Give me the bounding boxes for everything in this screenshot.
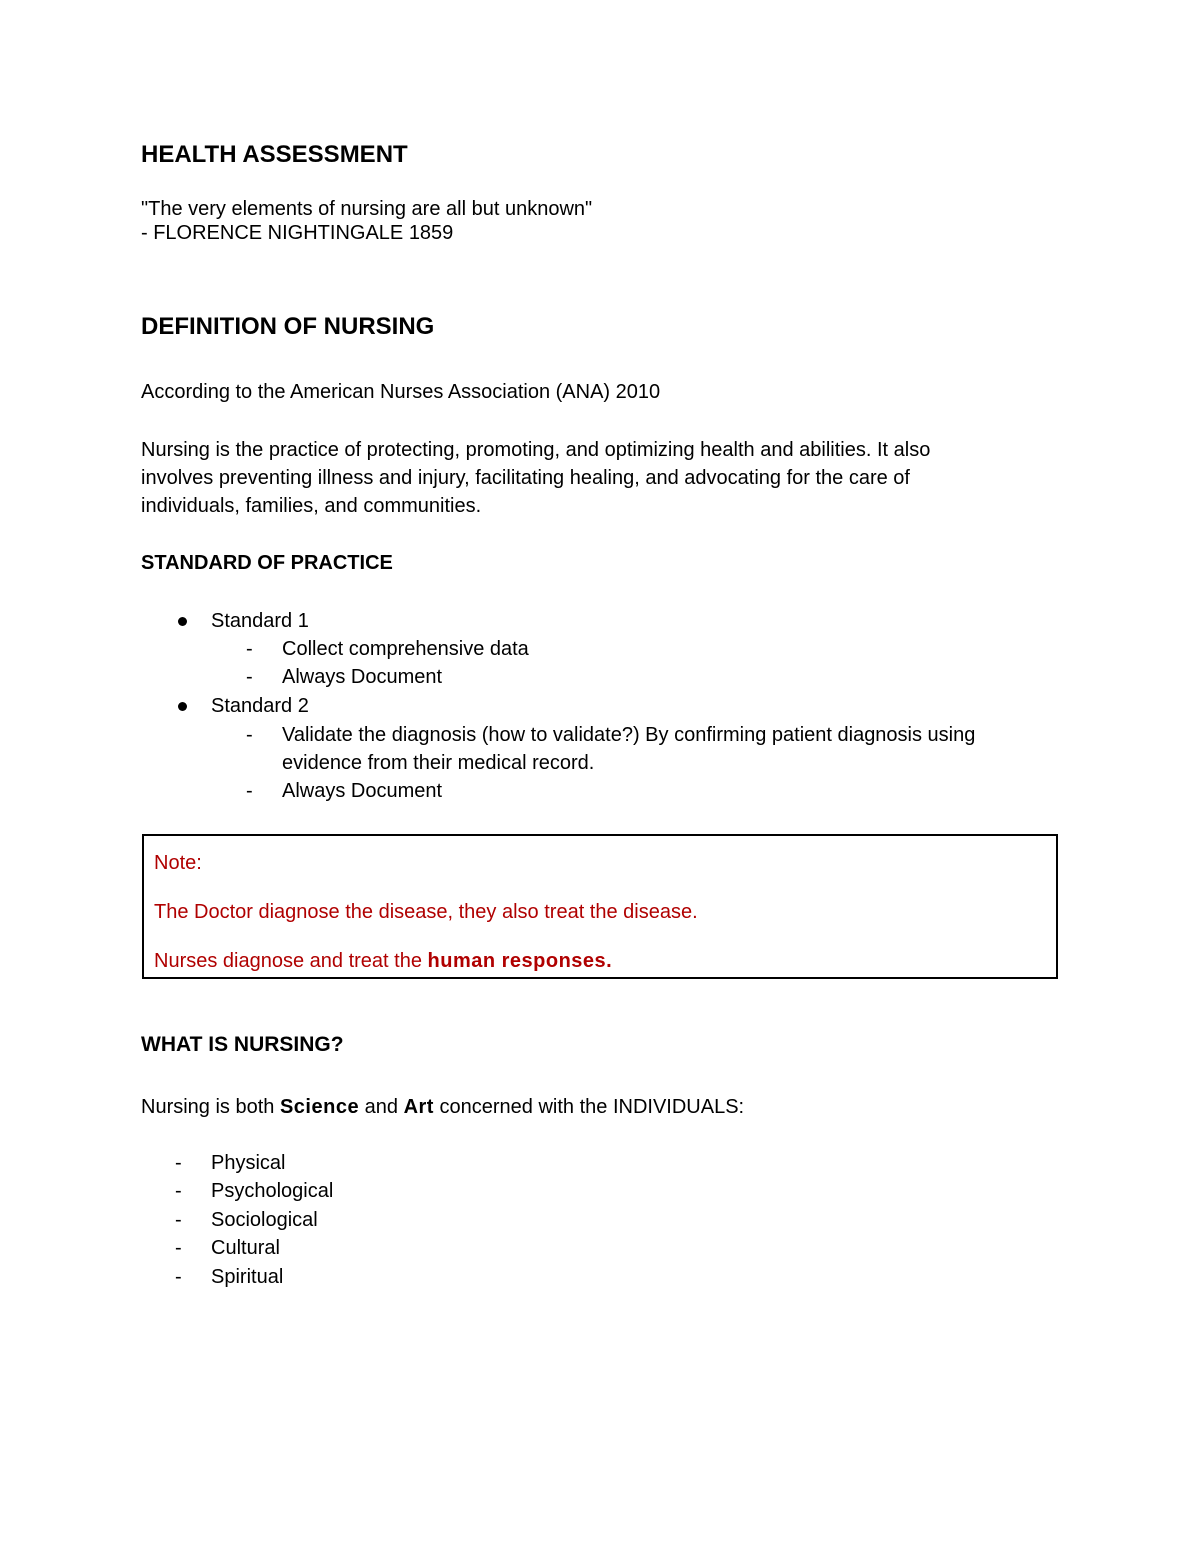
intro-emphasis: Science — [279, 1096, 360, 1118]
standard-label: Standard 1 — [211, 610, 309, 632]
definition-heading: DEFINITION OF NURSING — [141, 313, 435, 340]
standards-heading: STANDARD OF PRACTICE — [141, 552, 393, 574]
aspect-item: Sociological — [211, 1209, 318, 1231]
dash-icon: - — [175, 1152, 182, 1174]
dash-icon: - — [175, 1209, 182, 1231]
standard-subitem: Always Document — [282, 780, 443, 802]
intro-emphasis: Art — [403, 1096, 434, 1118]
intro-text: Nursing is both — [141, 1096, 280, 1118]
what-is-heading: WHAT IS NURSING? — [141, 1033, 344, 1056]
definition-paragraph-line: individuals, families, and communities. — [141, 495, 482, 517]
aspect-item: Physical — [211, 1152, 286, 1174]
dash-icon: - — [175, 1180, 182, 1202]
quote-attribution: - FLORENCE NIGHTINGALE 1859 — [141, 222, 454, 244]
dash-icon: - — [246, 724, 253, 746]
dash-icon: - — [246, 666, 253, 688]
what-is-intro — [141, 1093, 744, 1121]
note-emphasis: human responses. — [427, 950, 613, 972]
definition-paragraph-line: involves preventing illness and injury, facilitating healing, and advocating for the care of — [141, 467, 910, 489]
quote-text: "The very elements of nursing are all but unknown" — [141, 198, 593, 220]
dash-icon: - — [175, 1266, 182, 1288]
standard-subitem-continued: evidence from their medical record. — [282, 752, 595, 774]
aspect-item: Spiritual — [211, 1266, 284, 1288]
standard-subitem: Validate the diagnosis (how to validate?) By confirming patient diagnosis using — [282, 724, 976, 746]
note-line — [154, 947, 612, 975]
aspect-item: Psychological — [211, 1180, 334, 1202]
definition-source: According to the American Nurses Association (ANA) 2010 — [141, 381, 661, 403]
intro-text: concerned with the INDIVIDUALS: — [433, 1096, 745, 1118]
bullet-icon — [178, 702, 187, 711]
bullet-icon — [178, 617, 187, 626]
aspect-item: Cultural — [211, 1237, 280, 1259]
dash-icon: - — [175, 1237, 182, 1259]
note-box — [142, 834, 1058, 979]
standard-label: Standard 2 — [211, 695, 309, 717]
note-label: Note: — [154, 852, 202, 874]
standard-subitem: Always Document — [282, 666, 443, 688]
standard-subitem: Collect comprehensive data — [282, 638, 529, 660]
dash-icon: - — [246, 638, 253, 660]
document-title: HEALTH ASSESSMENT — [141, 141, 408, 168]
note-line: The Doctor diagnose the disease, they also treat the disease. — [154, 901, 698, 923]
note-line-text: Nurses diagnose and treat the — [154, 950, 428, 972]
intro-text: and — [359, 1096, 404, 1118]
dash-icon: - — [246, 780, 253, 802]
definition-paragraph-line: Nursing is the practice of protecting, promoting, and optimizing health and abilities. It also — [141, 439, 931, 461]
